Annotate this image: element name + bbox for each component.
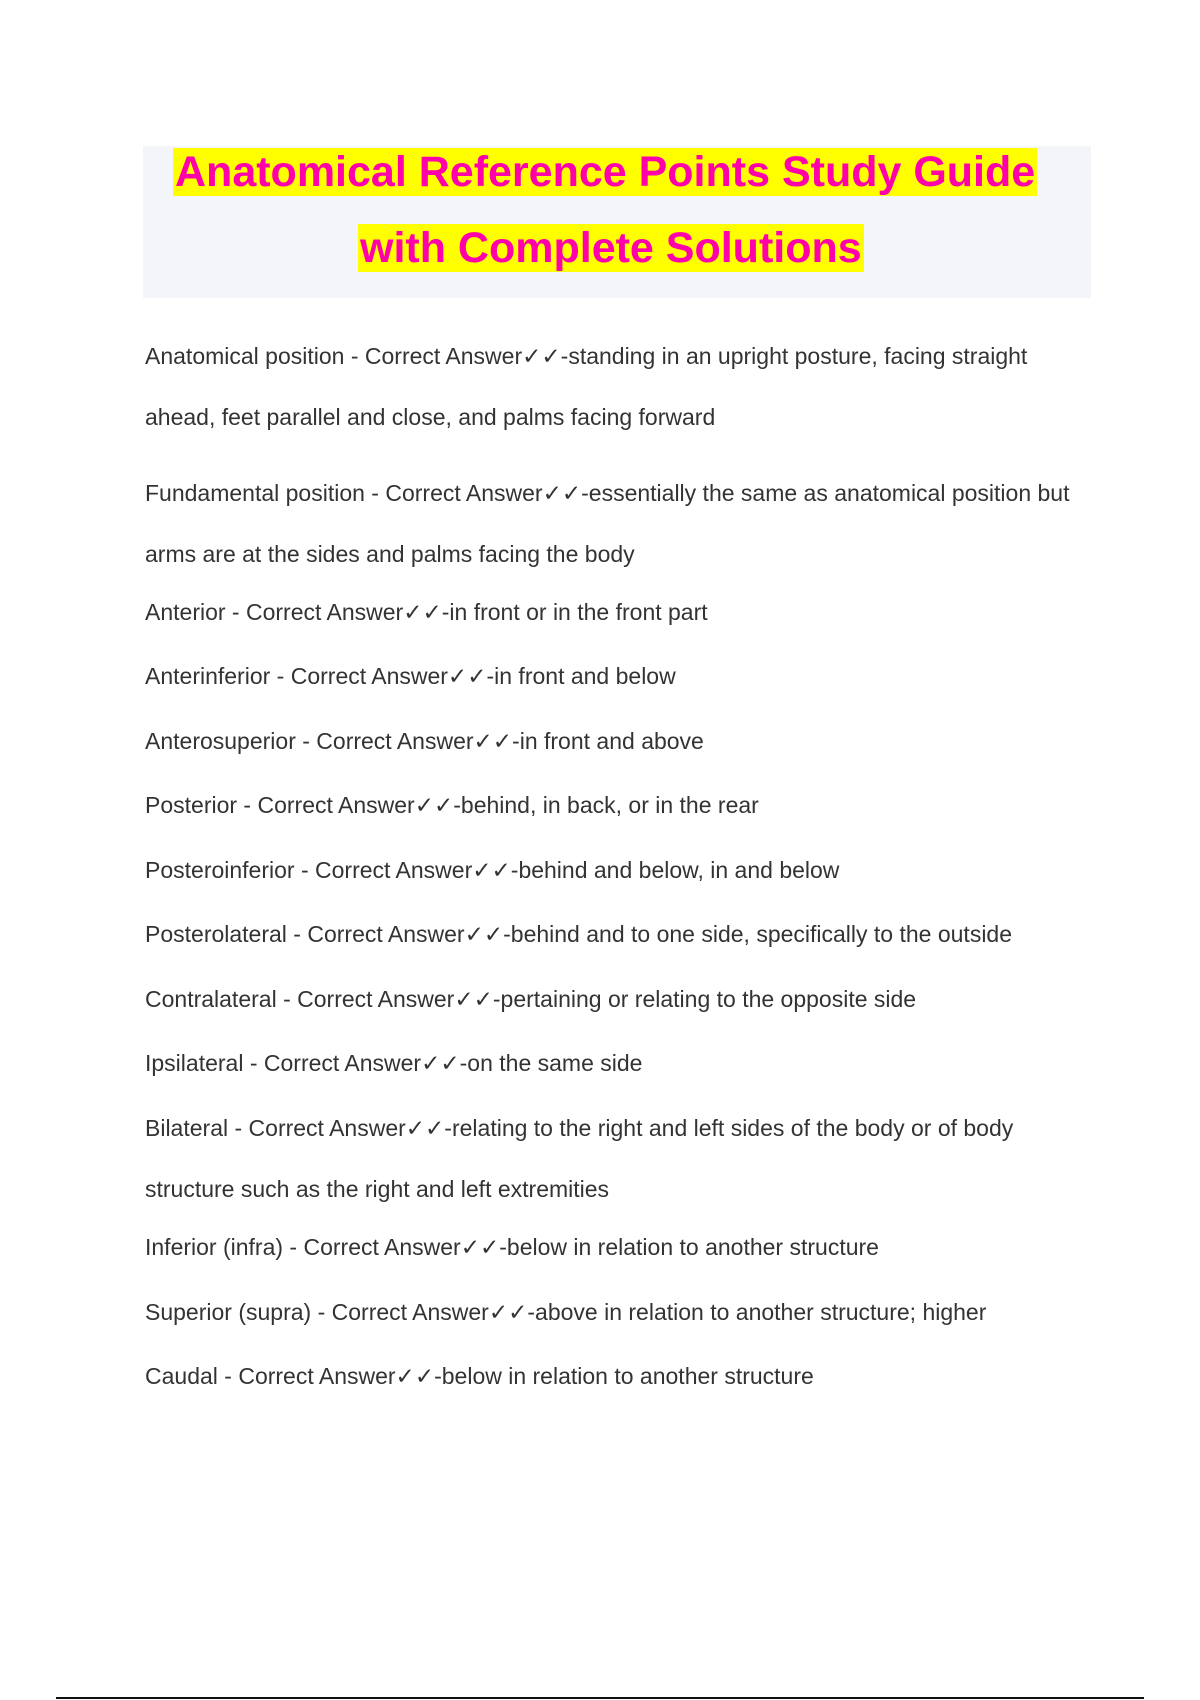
entry-term: Superior (supra) [145,1299,312,1325]
entry-term: Caudal [145,1363,218,1389]
entry-term: Anterinferior [145,663,271,689]
entry-definition: below in relation to another structure [506,1234,879,1260]
glossary-entry [145,711,1085,772]
glossary-entry [145,1217,1085,1278]
correct-answer-marker: - Correct Answer✓✓- [225,599,450,625]
page-footer-rule [56,1697,1144,1699]
entry-definition: pertaining or relating to the opposite side [500,986,917,1012]
entry-term: Fundamental position [145,480,365,506]
entry-term: Posterolateral [145,921,287,947]
entry-definition: below in relation to another structure [441,1363,814,1389]
correct-answer-marker: - Correct Answer✓✓- [237,792,461,818]
entry-term: Posteroinferior [145,857,295,883]
entry-definition: behind, in back, or in the rear [460,792,759,818]
correct-answer-marker: - Correct Answer✓✓- [294,857,519,883]
correct-answer-marker: - Correct Answer✓✓- [217,1363,442,1389]
glossary-entry [145,1346,1085,1407]
entry-definition: in front and above [519,728,704,754]
entry-term: Anatomical position [145,343,345,369]
entry-definition: on the same side [467,1050,643,1076]
entry-definition: in front or in the front part [449,599,708,625]
entry-term: Bilateral [145,1115,229,1141]
correct-answer-marker: - Correct Answer✓✓- [228,1115,452,1141]
glossary-entry [145,1033,1085,1094]
entry-term: Posterior [145,792,238,818]
glossary-entry [145,969,1085,1030]
glossary-entry [145,1098,1085,1220]
correct-answer-marker: - Correct Answer✓✓- [283,1234,507,1260]
glossary-entry [145,326,1085,448]
entry-definition: standing in an upright posture, facing straight ahead, feet parallel and close, and palms facing forward [145,343,1028,430]
glossary-entry [145,1282,1085,1343]
entry-term: Anterior [145,599,226,625]
correct-answer-marker: - Correct Answer✓✓- [311,1299,536,1325]
entry-term: Ipsilateral [145,1050,244,1076]
correct-answer-marker: - Correct Answer✓✓- [286,921,511,947]
entry-definition: above in relation to another structure; higher [535,1299,987,1325]
correct-answer-marker: - Correct Answer✓✓- [344,343,569,369]
glossary-entry [145,582,1085,643]
document-title-line-2: with Complete Solutions [360,224,862,272]
document-title-line-1: Anatomical Reference Points Study Guide [175,148,1036,196]
correct-answer-marker: - Correct Answer✓✓- [364,480,589,506]
correct-answer-marker: - Correct Answer✓✓- [270,663,495,689]
entry-definition: relating to the right and left sides of the body or of body structure such as the right and left extremities [145,1115,1014,1202]
glossary-entry [145,646,1085,707]
glossary-entry [145,463,1085,585]
entry-definition: behind and to one side, specifically to the outside [510,921,1013,947]
entry-term: Contralateral [145,986,277,1012]
glossary-entry [145,904,1085,965]
entry-definition: behind and below, in and below [518,857,840,883]
entry-term: Inferior (infra) [145,1234,284,1260]
glossary-entry [145,840,1085,901]
correct-answer-marker: - Correct Answer✓✓- [276,986,501,1012]
correct-answer-marker: - Correct Answer✓✓- [243,1050,468,1076]
entry-term: Anterosuperior [145,728,296,754]
glossary-entry [145,775,1085,836]
entry-definition: essentially the same as anatomical position but arms are at the sides and palms facing the body [145,480,1070,567]
entry-definition: in front and below [494,663,676,689]
correct-answer-marker: - Correct Answer✓✓- [295,728,520,754]
